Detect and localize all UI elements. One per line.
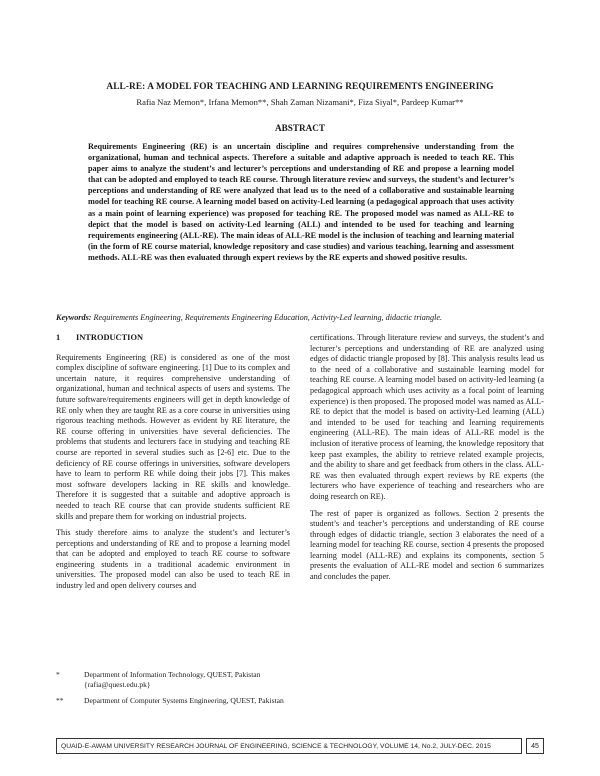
section-heading xyxy=(56,333,290,344)
section-title: INTRODUCTION xyxy=(76,333,144,342)
journal-footer xyxy=(56,738,544,754)
right-column xyxy=(310,333,544,589)
footnote-mark: ** xyxy=(56,696,64,705)
body-paragraph: Requirements Engineering (RE) is considered as one of the most complex discipline of software engineering. [1] Due to its complex and uncertain nature, it requires comprehensive understanding of organizational, human and technical aspects of users and systems. The future software/requirements engineers will get in depth knowledge of RE only when they are taught RE as a core course in universities using rigorous teaching methods. However as evident by RE literature, the RE course offering in universities have several deficiencies. The problems that students and lecturers face in studying and teaching RE course are reported in several studies such as [2-6] etc. Due to the deficiency of RE course offerings in universities, software developers have to learn to perform RE while doing their jobs [7]. This makes most software developers lacking in RE skills and knowledge. Therefore it is suggested that a suitable and adoptive approach is needed to teach RE course that can provide students sufficient RE skills and prepare them for working on industrial projects. xyxy=(56,352,290,521)
footnote-line: Department of Information Technology, QUEST, Pakistan xyxy=(84,670,261,679)
body-paragraph: This study therefore aims to analyze the student’s and lecturer’s perceptions and understanding of RE and to propose a learning model that can be adopted and employed to teach RE course to software engineering students in a traditional academic environment in universities. The proposed model can also be used to teach RE in industry led and open delivery courses and xyxy=(56,528,290,591)
section-number: 1 xyxy=(56,333,61,342)
body-paragraph: The rest of paper is organized as follows. Section 2 presents the student’s and teacher’s perceptions and understanding of RE course through edges of didactic triangle, section 3 elaborates the need of a learning model for teaching RE course, section 4 presents the proposed learning model (ALL-RE) and explains its components, section 5 presents the evaluation of ALL-RE model and section 6 summarizes and concludes the paper. xyxy=(310,508,544,582)
abstract-heading: ABSTRACT xyxy=(274,123,326,133)
abstract-text: Requirements Engineering (RE) is an uncertain discipline and requires comprehensive understanding from the organizational, human and technical aspects. Therefore a suitable and adaptive approach is needed to teach RE. This paper aims to analyze the student’s and lecturer’s perceptions and understanding of RE and propose a learning model that can be adopted and employed to teach RE course. Through literature review and surveys, the student’s and lecturer’s perceptions and understanding of RE were analyzed that lead us to the need of a collaborative and sustainable learning model for teaching RE course. A learning model based on activity-Led learning (a pedagogical approach that uses activity as a main point of learning experience) was proposed for teaching RE. The proposed model was named as ALL-RE to depict that the model is based on activity-Led learning (ALL) and intended to be used for teaching and learning requirements engineering (ALL-RE). The main ideas of ALL-RE model is the inclusion of teaching and learning material (in the form of RE course material, knowledge repository and case studies) and various teaching, learning and assessment methods. ALL-RE was then evaluated through expert reviews by the RE experts and showed positive results. xyxy=(88,142,514,262)
author-list: Rafia Naz Memon*, Irfana Memon**, Shah Zaman Nizamani*, Fiza Siyal*, Pardeep Kumar** xyxy=(136,97,464,107)
keywords-text: Requirements Engineering, Requirements Engineering Education, Activity-Led learning, didactic triangle. xyxy=(93,313,443,322)
keywords-line xyxy=(56,313,544,322)
footnote xyxy=(56,696,544,706)
keywords-label: Keywords: xyxy=(56,313,92,322)
footnote-mark: * xyxy=(56,670,60,679)
journal-citation: QUAID-E-AWAM UNIVERSITY RESEARCH JOURNAL OF ENGINEERING, SCIENCE & TECHNOLOGY, VOLUME 14, No.2, JULY-DEC. 2015 xyxy=(56,738,522,754)
paper-title: ALL-RE: A MODEL FOR TEACHING AND LEARNING REQUIREMENTS ENGINEERING xyxy=(106,82,494,92)
footnote-line: {rafia@quest.edu.pk} xyxy=(84,680,151,689)
footnote-line: Department of Computer Systems Engineering, QUEST, Pakistan xyxy=(84,696,284,705)
body-paragraph: certifications. Through literature review and surveys, the student’s and lecturer’s perceptions and understanding of RE are analyzed using edges of didactic triangle proposed by [8]. This analysis results lead us to the need of a collaborative and sustainable learning model for teaching RE course. A learning model based on activity-led learning (a pedagogical approach which uses activity as a focal point of learning experience) is then proposed. The proposed model was named as ALL-RE to depict that the model is based on activity-Led learning (ALL) and intended to be used for teaching and learning requirements engineering (ALL-RE). The main ideas of ALL-RE model is the inclusion of iterative process of learning, the knowledge repository that keep past examples, the ability to retrieve related example projects, and the ability to share and get feedback from others in the class. ALL-RE was then evaluated through expert reviews by RE experts (the lecturers who have experience of teaching and researchers who are doing research on RE). xyxy=(310,333,544,501)
footnote xyxy=(56,670,544,690)
page-number: 45 xyxy=(526,738,544,754)
left-column xyxy=(56,333,290,598)
footnotes xyxy=(56,670,544,712)
